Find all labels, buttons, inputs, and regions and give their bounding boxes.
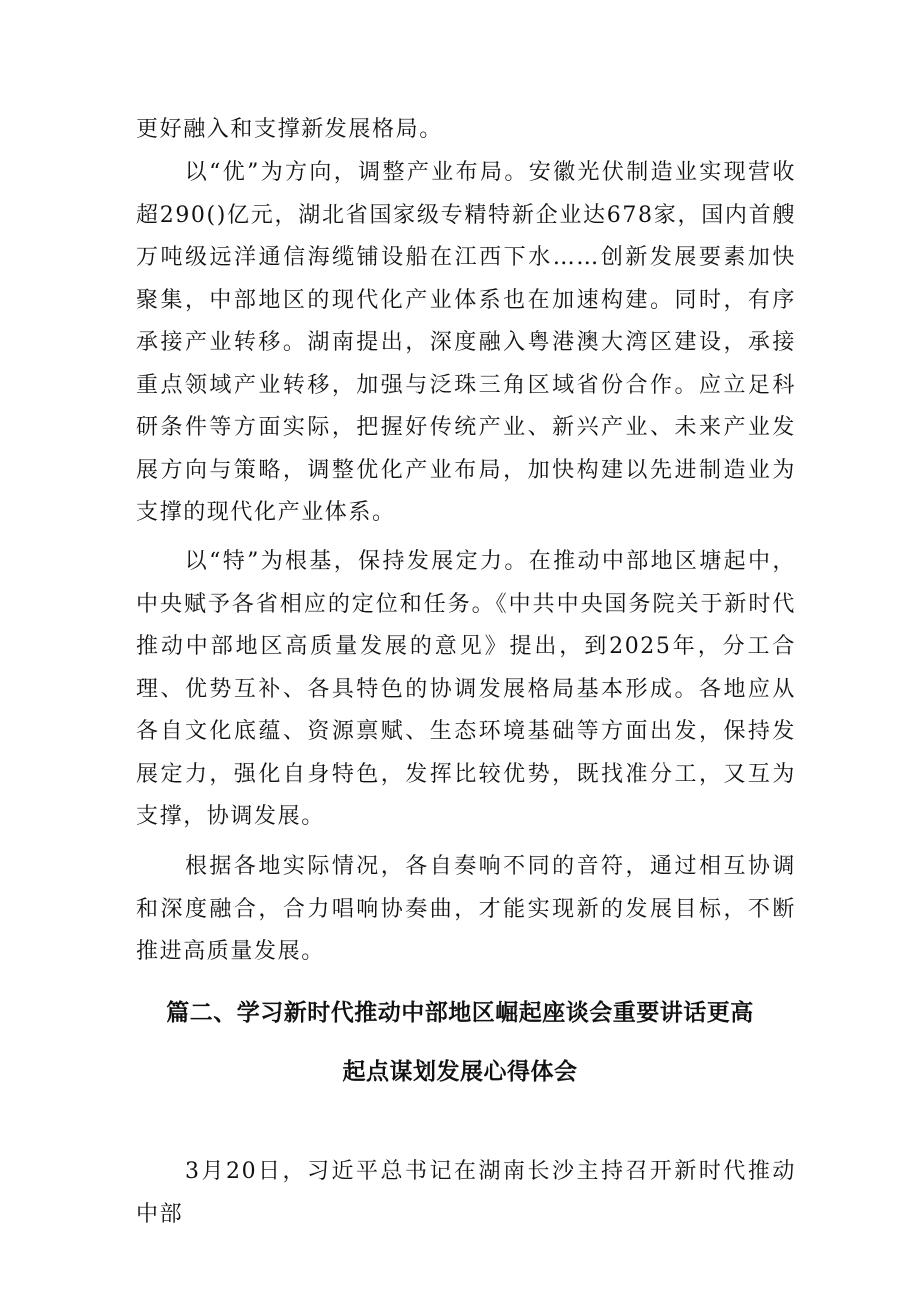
- paragraph-you: 以“优”为方向，调整产业布局。安徽光伏制造业实现营收超290()亿元，湖北省国家级专精特新企业达678家，国内首艘万吨级远洋通信海缆铺设船在江西下水……创新发展要素加快聚集，中部地区的现代化产业体系也在加速构建。同时，有序承接产业转移。湖南提出，深度融入粤港澳大湾区建设，承接重点领域产业转移，加强与泛珠三角区域省份合作。应立足科研条件等方面实际，把握好传统产业、新兴产业、未来产业发展方向与策略，调整优化产业布局，加快构建以先进制造业为支撑的现代化产业体系。: [136, 160, 796, 525]
- paragraph-te: 以“特”为根基，保持发展定力。在推动中部地区塘起中，中央赋予各省相应的定位和任务。《中共中央国务院关于新时代推动中部地区高质量发展的意见》提出，到2025年，分工合理、优势互补、各具特色的协调发展格局基本形成。各地应从各自文化底蕴、资源禀赋、生态环境基础等方面出发，保持发展定力，强化自身特色，发挥比较优势，既找准分工，又互为支撑，协调发展。: [136, 549, 796, 829]
- section-heading-line-2: 起点谋划发展心得体会: [342, 1059, 578, 1085]
- section-heading-line-1: 篇二、学习新时代推动中部地区崛起座谈会重要讲话更高: [166, 1000, 754, 1026]
- paragraph-intro: 更好融入和支撑新发展格局。: [136, 117, 443, 142]
- paragraph-opening: 3月20日，习近平总书记在湖南长沙主持召开新时代推动中部: [136, 1159, 796, 1227]
- paragraph-conclusion: 根据各地实际情况，各自奏响不同的音符，通过相互协调和深度融合，合力唱响协奏曲，才能实现新的发展目标，不断推进高质量发展。: [136, 854, 796, 964]
